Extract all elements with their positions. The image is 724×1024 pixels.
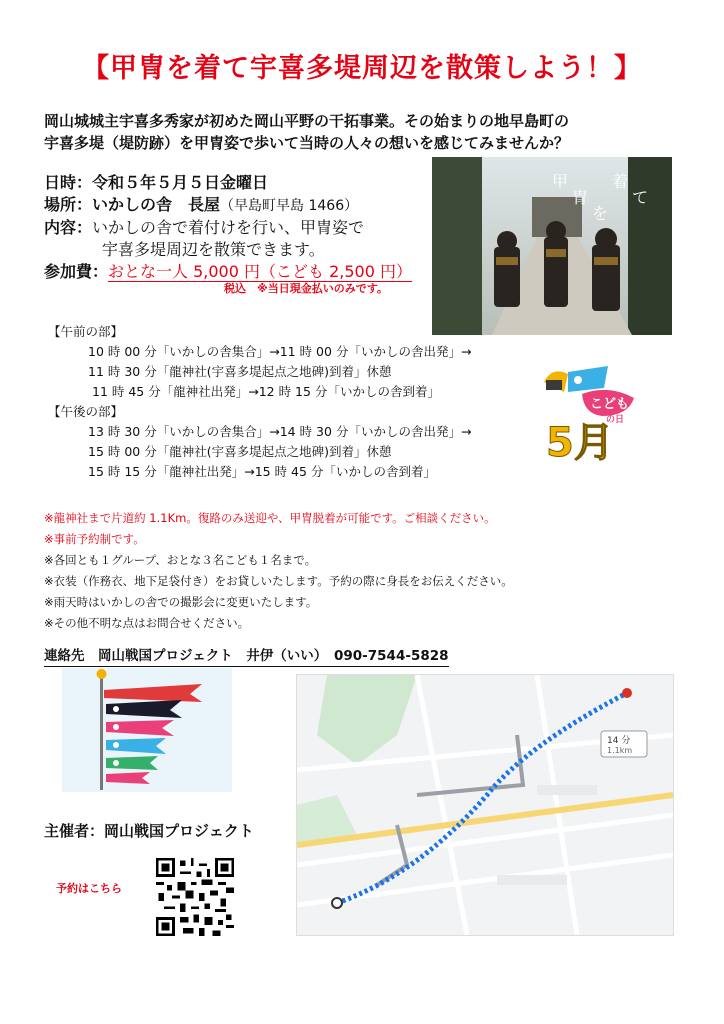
samurai-photo: [432, 157, 672, 335]
morning-title: 【午前の部】: [48, 324, 124, 339]
event-info: [44, 172, 412, 283]
place-row: [44, 194, 412, 217]
note-red: ※龍神社まで片道約 1.1Km。復路のみ送迎や、甲冑脱着が可能です。ご相談ください。: [44, 511, 496, 525]
fee-label: 参加費：: [44, 262, 109, 281]
content-line-1: いかしの舎で着付けを行い、甲冑姿で: [92, 218, 365, 237]
schedule: [48, 322, 471, 482]
content-row: [44, 217, 412, 239]
intro-text: [44, 110, 684, 154]
koinobori-illustration: [62, 668, 232, 792]
afternoon-title: 【午後の部】: [48, 404, 124, 419]
photo-text-1: 甲: [552, 172, 569, 191]
schedule-item: 15 時 00 分「龍神社(宇喜多堤起点之地碑)到着」休憩: [88, 444, 392, 459]
fee-value: おとな一人 5,000 円（こども 2,500 円）: [108, 262, 412, 281]
reserve-label: 予約はこちら: [56, 882, 122, 895]
childrens-day-badge: [538, 358, 638, 462]
note-item: ※その他不明な点はお問合せください。: [44, 616, 250, 630]
map-dist-label: 1.1km: [607, 746, 633, 755]
schedule-item: 11 時 30 分「龍神社(宇喜多堤起点之地碑)到着」休憩: [88, 364, 392, 379]
tax-note: 税込 ※当日現金払いのみです。: [224, 282, 388, 295]
date-value: 令和５年５月５日金曜日: [92, 173, 269, 192]
map-time-label: 14 分: [607, 736, 631, 746]
note-item: ※各回とも１グループ、おとな３名こども１名まで。: [44, 553, 317, 567]
route-map: [296, 674, 674, 936]
schedule-item: 11 時 45 分「龍神社出発」→12 時 15 分「いかしの舎到着」: [92, 384, 440, 399]
place-address: （早島町早島 1466）: [220, 198, 359, 214]
organizer: 主催者：岡山戦国プロジェクト: [44, 822, 254, 840]
place-label: 場所：: [44, 195, 93, 214]
note-item: ※衣装（作務衣、地下足袋付き）をお貸しいたします。予約の際に身長をお伝えください。: [44, 574, 513, 588]
photo-text-3: を: [592, 204, 609, 223]
badge-top-text: こども: [590, 397, 630, 412]
schedule-item: 15 時 15 分「龍神社出発」→15 時 45 分「いかしの舎到着」: [88, 464, 436, 479]
qr-code[interactable]: [156, 858, 234, 936]
contact-line: 連絡先 岡山戦国プロジェクト 井伊（いい） 090-7544-5828: [44, 644, 449, 667]
note-item: ※事前予約制です。: [44, 532, 145, 546]
intro-line-2: 宇喜多堤（堤防跡）を甲冑姿で歩いて当時の人々の想いを感じてみませんか？: [44, 134, 570, 152]
content-label: 内容：: [44, 218, 93, 237]
date-label: 日時：: [44, 173, 93, 192]
photo-text-4: 着: [612, 172, 629, 191]
note-item: ※雨天時はいかしの舎での撮影会に変更いたします。: [44, 595, 318, 609]
schedule-item: 13 時 30 分「いかしの舎集合」→14 時 30 分「いかしの舎出発」→: [88, 424, 472, 439]
intro-line-1: 岡山城城主宇喜多秀家が初めた岡山平野の干拓事業。その始まりの地早島町の: [44, 112, 570, 130]
content-row-2: [44, 239, 412, 261]
page-title: 【甲冑を着て宇喜多堤周辺を散策しよう！】: [82, 53, 642, 84]
schedule-item: 10 時 00 分「いかしの舎集合」→11 時 00 分「いかしの舎出発」→: [88, 344, 472, 359]
badge-mid-text: の日: [606, 415, 625, 425]
place-value: いかしの舎 長屋: [92, 195, 221, 214]
photo-text-5: て: [632, 188, 649, 207]
badge-month-text: 5月: [546, 420, 614, 462]
date-row: [44, 172, 412, 194]
photo-text-2: 冑: [572, 188, 589, 207]
notes: [44, 508, 513, 634]
content-line-2: 宇喜多堤周辺を散策できます。: [102, 240, 325, 259]
